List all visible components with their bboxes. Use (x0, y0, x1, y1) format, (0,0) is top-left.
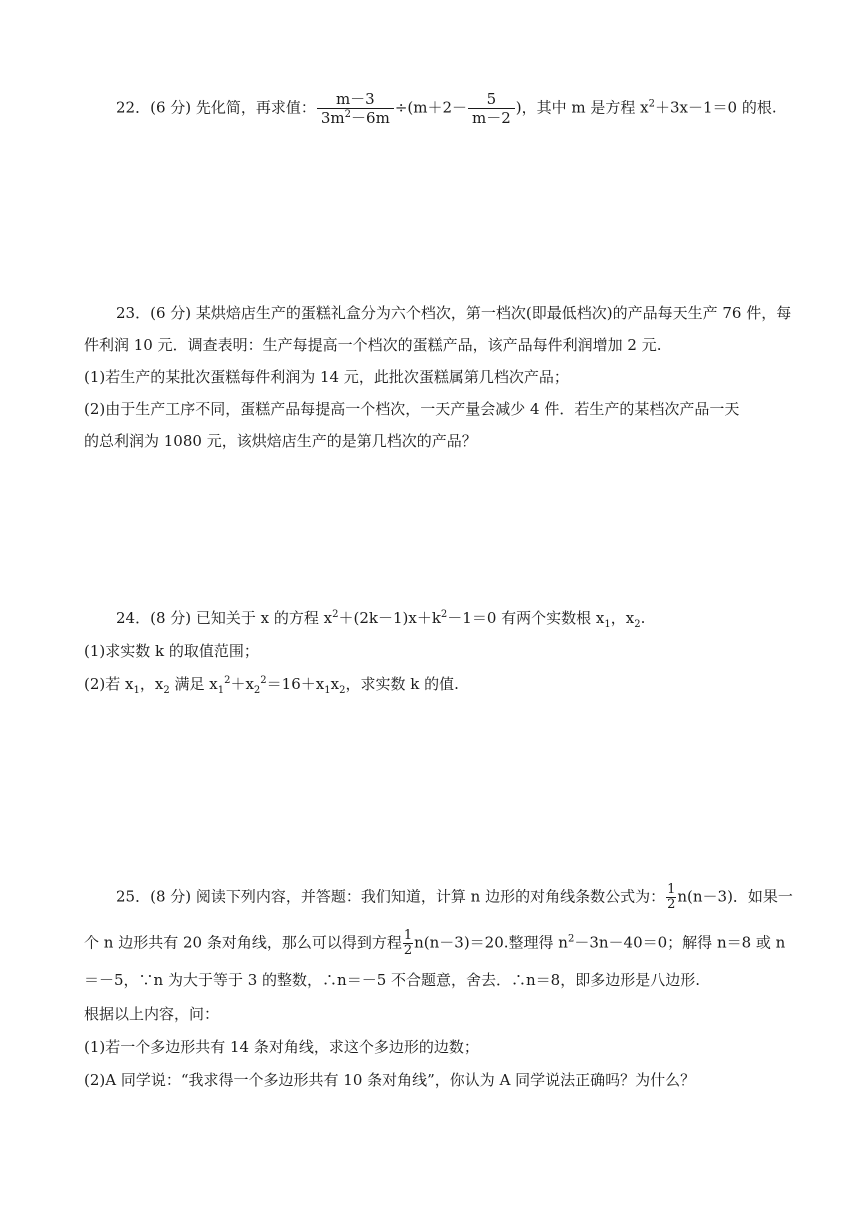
q22-den-exp: 2 (344, 109, 352, 120)
q24-l3-sub6: 2 (339, 685, 346, 696)
q25-l2-exp: 2 (567, 933, 575, 945)
q22-fraction-2-denominator: m－2 (472, 109, 511, 127)
q25-l2-b: n(n－3)＝20.整理得 n (414, 933, 568, 952)
q25-half-1-numerator: 1 (667, 882, 676, 897)
q22-prefix: 22．(6 分) 先化简，再求值： (116, 98, 316, 117)
q22-fraction-1-numerator: m－3 (317, 90, 394, 109)
q23-line-3: (1)若生产的某批次蛋糕每件利润为 14 元，此批次蛋糕属第几档次产品； (84, 368, 569, 386)
q25-half-2-denominator: 2 (403, 943, 413, 958)
q22-fraction-1 (317, 90, 394, 127)
q24-l1-exp: 2 (332, 609, 339, 620)
q24-l3-c: 满足 x (169, 675, 218, 693)
q24-l1-d: ，x (610, 609, 635, 627)
q24-l3-exp2: 2 (260, 675, 267, 686)
q23-line-5: 的总利润为 1080 元，该烘焙店生产的是第几档次的产品？ (84, 432, 477, 450)
q25-line-3: ＝－5，∵n 为大于等于 3 的整数，∴n＝－5 不合题意，舍去．∴n＝8，即多边形是八边形. (84, 971, 700, 989)
q24-l3-f: x (330, 675, 340, 693)
q25-l2-c: －3n－40＝0；解得 n＝8 或 n (574, 933, 786, 952)
q22-den-b: －6m (351, 109, 390, 127)
q22-mid: ÷(m＋2－ (394, 98, 468, 117)
q25-l2-a: 个 n 边形共有 20 条对角线，那么可以得到方程 (84, 933, 402, 952)
q24-l1-e: . (640, 609, 646, 627)
q25-l1-b: n(n－3)．如果一 (677, 887, 793, 906)
q25-half-fraction-1 (666, 883, 676, 912)
q25-half-1-denominator: 2 (667, 897, 676, 912)
q24-l3-sub4: 2 (253, 685, 261, 696)
q24-l3-e: ＝16＋x (266, 675, 325, 693)
q22-suffix-exp: 2 (648, 98, 656, 110)
q24-l1-sub1: 1 (604, 619, 611, 630)
q25-line-4: 根据以上内容，问： (84, 1005, 220, 1023)
q25-line-2 (84, 929, 785, 958)
q24-l3-sub1: 1 (133, 685, 140, 696)
q24-l3-d: ＋x (230, 675, 254, 693)
q25-half-fraction-2 (403, 929, 413, 958)
q24-line-1 (116, 608, 645, 628)
q25-l1-a: 25．(8 分) 阅读下列内容，并答题：我们知道，计算 n 边形的对角线条数公式为： (116, 887, 666, 906)
q23-line-4: (2)由于生产工序不同，蛋糕产品每提高一个档次，一天产量会减少 4 件．若生产的某档次产品一天 (84, 400, 740, 418)
q24-l3-sub5: 1 (324, 685, 331, 696)
q22-fraction-2-numerator: 5 (468, 90, 515, 109)
q24-l1-a: 24．(8 分) 已知关于 x 的方程 x (116, 609, 333, 627)
q24-l3-exp1: 2 (224, 675, 231, 686)
q24-l3-a: (2)若 x (84, 675, 134, 693)
q22-suffix-a: )，其中 m 是方程 x (515, 98, 649, 117)
q24-line-3 (84, 674, 459, 694)
q22-suffix-b: ＋3x－1＝0 的根. (655, 98, 777, 117)
q24-line-2: (1)求实数 k 的取值范围； (84, 642, 259, 660)
q22-fraction-2 (468, 90, 515, 127)
q25-line-1 (116, 883, 793, 912)
q22-den-a: 3m (320, 109, 345, 127)
q23-line-2: 件利润 10 元．调查表明：生产每提高一个档次的蛋糕产品，该产品每件利润增加 2 元. (84, 336, 662, 354)
q25-line-6: (2)A 同学说：“我求得一个多边形共有 10 条对角线”，你认为 A 同学说法正确吗？为什么？ (84, 1071, 696, 1089)
q23-line-1: 23．(6 分) 某烘焙店生产的蛋糕礼盒分为六个档次，第一档次(即最低档次)的产品每天生产 76 件，每 (116, 304, 792, 322)
q24-l3-sub3: 1 (217, 685, 225, 696)
q25-half-2-numerator: 1 (403, 928, 413, 943)
q24-l1-b: ＋(2k－1)x＋k (338, 609, 441, 627)
q24-l3-g: ，求实数 k 的值. (345, 675, 459, 693)
q24-l1-sub2: 2 (634, 619, 641, 630)
q22-line (116, 90, 777, 127)
q24-l1-exp2: 2 (440, 609, 448, 620)
q25-line-5: (1)若一个多边形共有 14 条对角线，求这个多边形的边数； (84, 1038, 479, 1056)
q24-l3-b: ，x (139, 675, 164, 693)
q22-fraction-1-denominator (317, 109, 394, 127)
q24-l1-c: －1＝0 有两个实数根 x (447, 609, 605, 627)
q24-l3-sub2: 2 (163, 685, 170, 696)
